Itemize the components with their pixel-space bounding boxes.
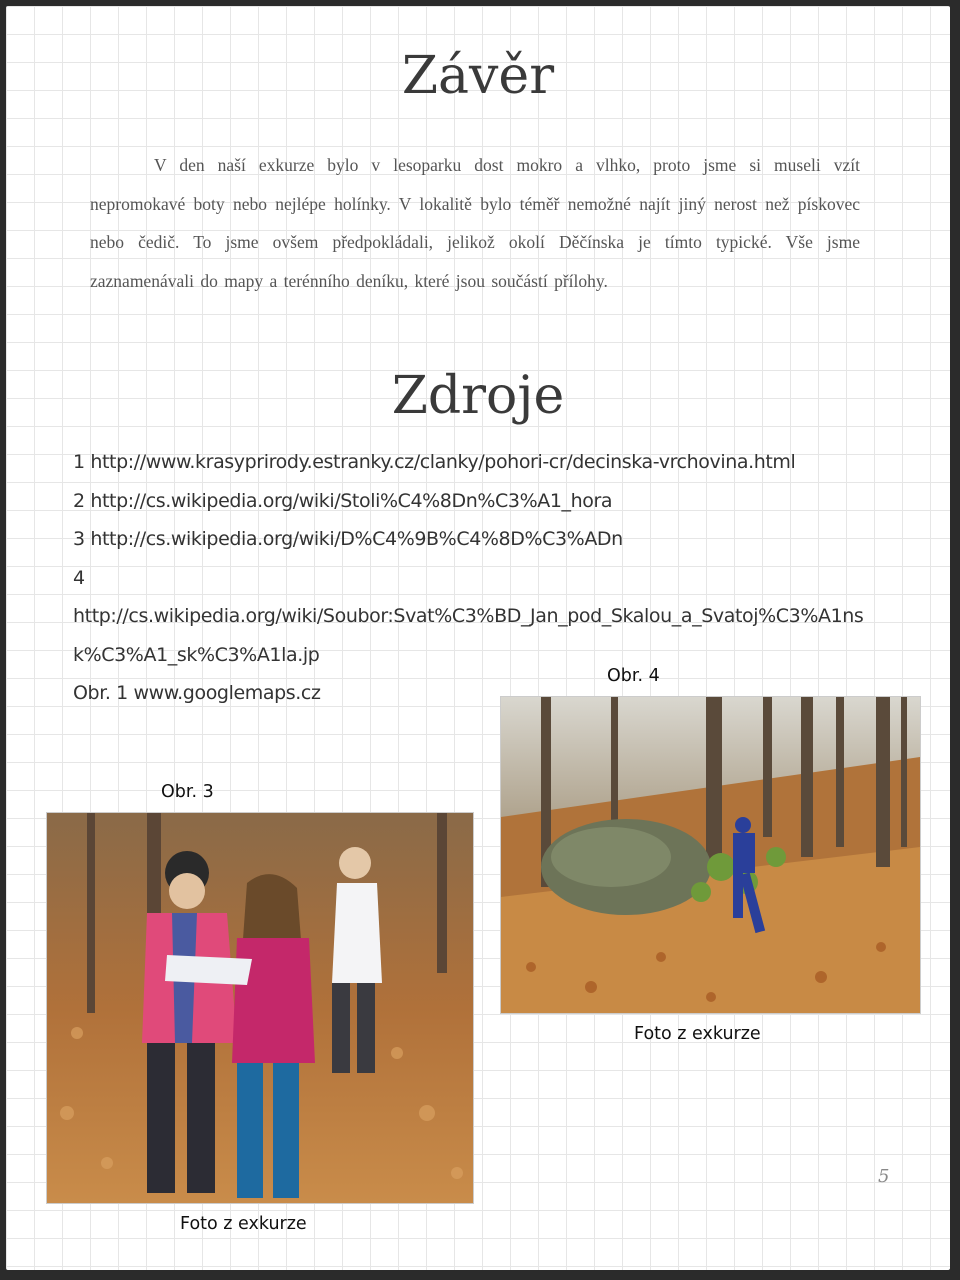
conclusion-paragraph	[90, 146, 860, 300]
photo-forest-rock	[500, 696, 921, 1014]
source-item: 4	[73, 566, 85, 589]
figure-3-label: Obr. 3	[161, 782, 214, 802]
photo-students-map	[46, 812, 474, 1204]
sources-title: Zdroje	[391, 366, 565, 426]
conclusion-text: V den naší exkurze bylo v lesoparku dost mokro a vlhko, proto jsme si museli vzít nepromokavé boty nebo nejlépe holínky. V lokalitě bylo téměř nemožné najít jiný nerost než pískovec nebo čedič. To jsme ovšem předpokládali, jelikož okolí Děčínska je tímto typické. Vše jsme zaznamenávali do mapy a terénního deníku, které jsou součástí přílohy.	[90, 155, 860, 291]
figure-4-caption: Foto z exkurze	[634, 1024, 761, 1044]
source-item: 2 http://cs.wikipedia.org/wiki/Stoli%C4%8Dn%C3%A1_hora	[73, 489, 613, 512]
source-item: Obr. 1 www.googlemaps.cz	[73, 682, 321, 704]
source-item: http://cs.wikipedia.org/wiki/Soubor:Svat%C3%BD_Jan_pod_Skalou_a_Svatoj%C3%A1ns	[73, 605, 864, 627]
source-item: 3 http://cs.wikipedia.org/wiki/D%C4%9B%C4%8D%C3%ADn	[73, 528, 623, 550]
photo-forest-rock-image	[501, 697, 920, 1013]
source-item: k%C3%A1_sk%C3%A1la.jp	[73, 643, 320, 666]
source-item: 1 http://www.krasyprirody.estranky.cz/clanky/pohori-cr/decinska-vrchovina.html	[73, 451, 796, 473]
page-number: 5	[878, 1166, 890, 1187]
sources-list	[73, 443, 903, 713]
figure-3-caption: Foto z exkurze	[180, 1214, 307, 1234]
figure-4-label: Obr. 4	[607, 666, 660, 686]
photo-students-map-image	[47, 813, 473, 1203]
conclusion-title: Závěr	[401, 46, 555, 106]
document-page	[6, 6, 950, 1270]
